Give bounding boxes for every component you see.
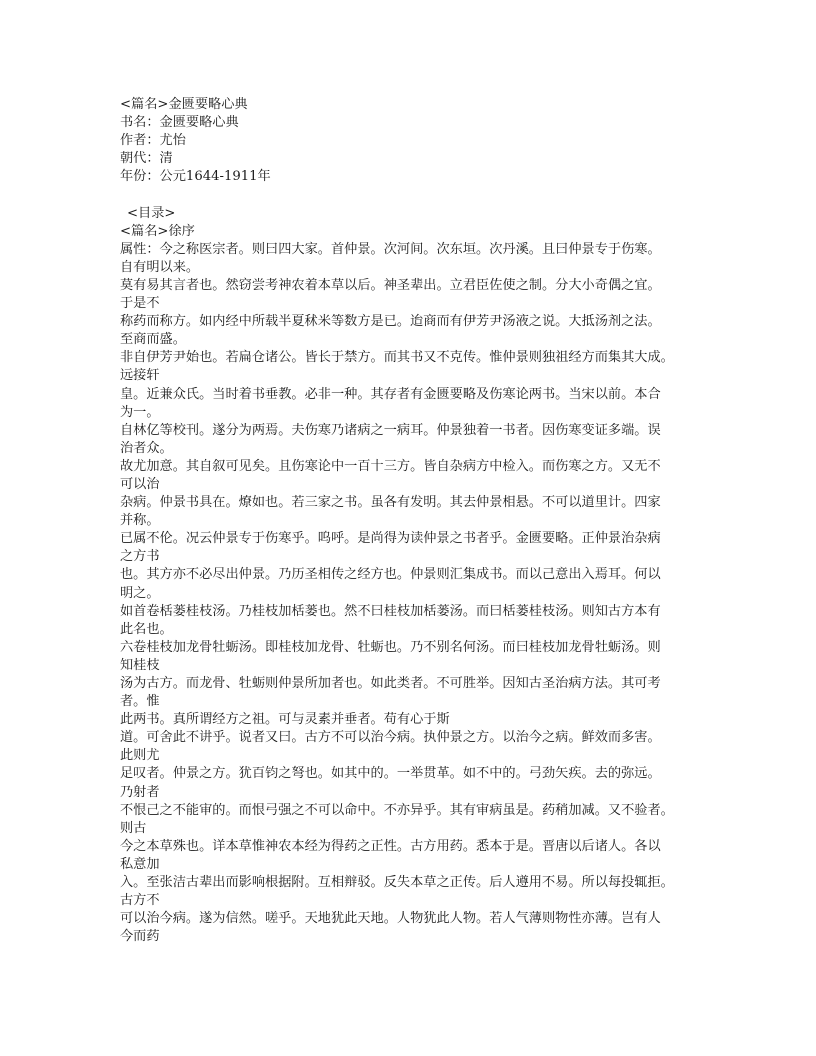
body-line: 此名也。 [120,621,173,637]
body-line: 者。惟 [120,694,160,710]
body-text [120,241,700,947]
body-line: 明之。 [120,585,160,601]
body-line: 此两书。真所谓经方之祖。可与灵素并垂者。苟有心于斯 [120,712,450,728]
years-line: 年份：公元1644-1911年 [120,169,271,185]
body-line: 道。可舍此不讲乎。说者又曰。古方不可以治今病。执仲景之方。以治今之病。鲜效而多害。 [120,730,661,746]
section-title: <篇名>徐序 [120,223,195,239]
body-line: 已属不伦。况云仲景专于伤寒乎。呜呼。是尚得为读仲景之书者乎。金匮要略。正仲景治杂病 [120,531,661,547]
toc-heading: <目录> [127,205,176,221]
author-line: 作者：尤怡 [120,133,186,149]
book-name: 书名：金匮要略心典 [120,115,239,131]
body-line: 可以治 [120,476,160,492]
body-line: 六卷桂枝加龙骨牡蛎汤。即桂枝加龙骨、牡蛎也。乃不别名何汤。而曰桂枝加龙骨牡蛎汤。则 [120,639,661,655]
body-line: 如首卷栝蒌桂枝汤。乃桂枝加栝蒌也。然不曰桂枝加栝蒌汤。而曰栝蒌桂枝汤。则知古方本有 [120,603,661,619]
body-line: 知桂枝 [120,657,160,673]
body-line: 乃射者 [120,784,160,800]
body-line: 杂病。仲景书具在。燎如也。若三家之书。虽各有发明。其去仲景相悬。不可以道里计。四家 [120,495,661,511]
body-line: 非自伊芳尹始也。若扁仓诸公。皆长于禁方。而其书又不克传。惟仲景则独祖经方而集其大成。 [120,350,674,366]
body-line: 可以治今病。遂为信然。嗟乎。天地犹此天地。人物犹此人物。若人气薄则物性亦薄。岂有人 [120,911,661,927]
body-line: 足叹者。仲景之方。犹百钧之弩也。如其中的。一举贯革。如不中的。弓劲矢疾。去的弥远。 [120,766,661,782]
body-line: 并称。 [120,513,160,529]
header-title: <篇名>金匮要略心典 [120,97,248,112]
body-line: 皇。近兼众氏。当时着书垂教。必非一种。其存者有金匮要略及伤寒论两书。当宋以前。本合 [120,386,661,402]
body-line: 私意加 [120,856,160,872]
body-line: 之方书 [120,549,160,565]
body-line: 称药而称方。如内经中所载半夏秫米等数方是已。迨商而有伊芳尹汤液之说。大抵汤剂之法。 [120,314,661,330]
body-line: 于是不 [120,296,160,312]
body-line: 属性：今之称医宗者。则曰四大家。首仲景。次河间。次东垣。次丹溪。且曰仲景专于伤寒。 [120,241,661,257]
body-line: 自有明以来。 [120,259,200,275]
body-line: 入。至张洁古辈出而影响根据附。互相辩驳。反失本草之正传。后人遵用不易。所以每投辄拒。 [120,875,674,891]
body-line: 今之本草殊也。详本草惟神农本经为得药之正性。古方用药。悉本于是。晋唐以后诸人。各以 [120,838,661,854]
body-line: 汤为古方。而龙骨、牡蛎则仲景所加者也。如此类者。不可胜举。因知古圣治病方法。其可考 [120,676,661,691]
body-line: 治者众。 [120,440,173,456]
body-line: 莫有易其言者也。然窃尝考神农着本草以后。神圣辈出。立君臣佐使之制。分大小奇偶之宜。 [120,277,661,293]
body-line: 远接轩 [120,368,160,384]
body-line: 至商而盛。 [120,332,186,348]
body-line: 不恨己之不能审的。而恨弓强之不可以命中。不亦异乎。其有审病虽是。药稍加减。又不验者。 [120,802,674,818]
dynasty-line: 朝代：清 [120,151,173,167]
body-line: 故尤加意。其自叙可见矣。且伤寒论中一百十三方。皆自杂病方中检入。而伤寒之方。又无不 [120,458,661,474]
body-line: 古方不 [120,893,160,909]
body-line: 此则尤 [120,748,160,764]
body-line: 为一。 [120,404,160,420]
body-line: 自林亿等校刊。遂分为两焉。夫伤寒乃诸病之一病耳。仲景独着一书者。因伤寒变证多端。误 [120,422,661,438]
body-line: 则古 [120,820,147,836]
document-page [120,96,700,946]
spacer [120,186,700,204]
body-line: 今而药 [120,929,160,945]
body-line: 也。其方亦不必尽出仲景。乃历圣相传之经方也。仲景则汇集成书。而以己意出入焉耳。何以 [120,567,661,583]
